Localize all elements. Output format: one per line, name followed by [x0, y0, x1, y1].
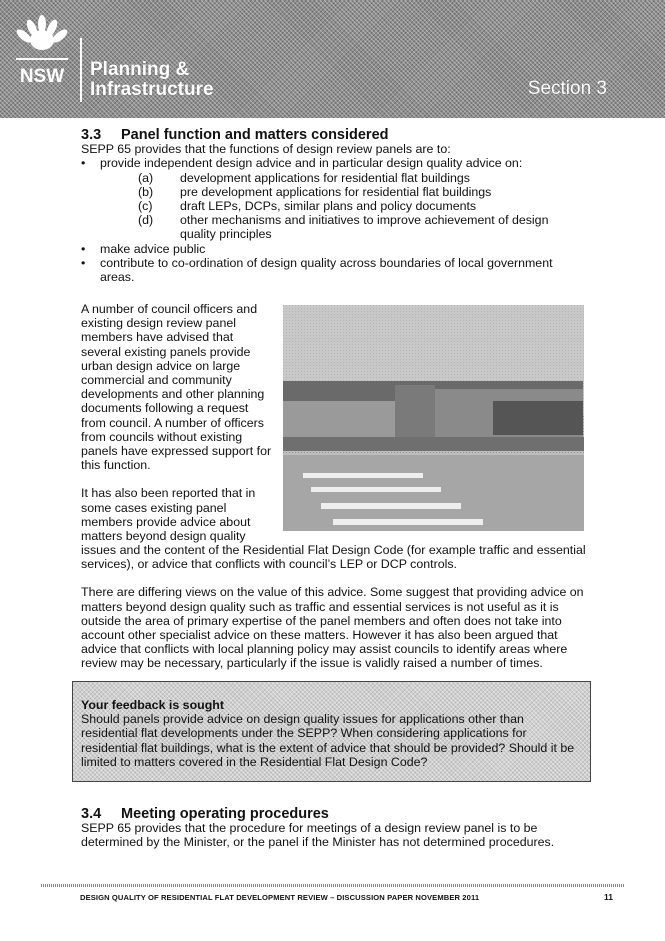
logo-text: NSW [19, 66, 65, 87]
waratah-logo-icon [12, 14, 72, 92]
sub-list [100, 171, 586, 242]
side-column [81, 302, 273, 543]
header-banner [0, 0, 665, 118]
brand-name [90, 60, 214, 100]
bullet-item: • make advice public [81, 242, 586, 256]
section-3-4-heading [81, 807, 586, 821]
photo-image [283, 305, 584, 531]
feedback-title: Your feedback is sought [81, 698, 224, 712]
intro-text: SEPP 65 provides that the functions of design review panels are to: [81, 142, 451, 157]
bullet-item: • provide independent design advice and in particular design quality advice on: (a) development applications for residential flat buildings (b) pre development applications for residential flat buildings (c) draft LEPs, DCPs, similar plans and policy documents (d) other mechanisms and initiatives to improve achievement of design quality principles [81, 156, 586, 241]
sub-item: (c) draft LEPs, DCPs, similar plans and policy documents [138, 199, 477, 214]
section-title: Panel function and matters considered [121, 127, 389, 143]
paragraph: SEPP 65 provides that the procedure for meetings of a design review panel is to be determined by the Minister, or the panel if the Minister has not determined procedures. [81, 821, 555, 850]
section-3-3-intro [81, 128, 586, 284]
logo-divider [80, 38, 82, 102]
building-photo [283, 305, 584, 531]
paragraph: There are differing views on the value of this advice. Some suggest that providing advice on matters beyond design quality such as traffic and essential services is not useful as it is outside the area of primary expertise of the panel members and often does not take into account other specialist advice on these matters. However it has also been argued that advice that conflicts with local planning policy may assist councils to identify areas where review may be necessary, particularly if the issue is validly raised a number of times. [81, 585, 584, 671]
footer-divider [41, 884, 625, 887]
bullet-item: • contribute to co-ordination of design quality across boundaries of local government areas. [81, 256, 586, 284]
section-number: 3.4 [81, 806, 102, 822]
function-list [81, 156, 586, 284]
paragraph: A number of council officers and existing design review panel members have advised that several existing panels provide urban design advice on large commercial and community developments and other planning documents following a request from council. A number of officers from councils without existing panels have expressed support for this function. [81, 302, 272, 473]
paragraph: It has also been reported that in some cases existing panel members provide advice about matters beyond design quality [81, 486, 256, 544]
brand-line-2: Infrastructure [90, 79, 214, 100]
section-3-3-body [81, 543, 586, 671]
sub-item: (b) pre development applications for residential flat buildings [138, 184, 492, 199]
section-3-3-heading [81, 128, 586, 142]
sub-item: (a) development applications for residential flat buildings [138, 170, 470, 185]
section-3-4 [81, 807, 586, 850]
feedback-text: Should panels provide advice on design quality issues for applications other than residential flat developments under the SEPP? When considering applications for residential flat buildings, what is the extent of advice that should be provided? Should it be limited to matters covered in the Residential Flat Design Code? [81, 712, 575, 769]
paragraph: issues and the content of the Residential Flat Design Code (for example traffic and essential services), or advice that conflicts with council’s LEP or DCP controls. [81, 543, 586, 572]
section-label: Section 3 [527, 78, 607, 99]
section-title: Meeting operating procedures [121, 806, 329, 822]
sub-item: (d) other mechanisms and initiatives to improve achievement of design quality principles [138, 213, 549, 242]
brand-line-1: Planning & [90, 59, 190, 80]
section-number: 3.3 [81, 127, 102, 143]
feedback-box [72, 681, 591, 782]
footer-text: DESIGN QUALITY OF RESIDENTIAL FLAT DEVELOPMENT REVIEW – DISCUSSION PAPER NOVEMBER 2011 [80, 893, 480, 902]
page-number: 11 [604, 892, 613, 902]
